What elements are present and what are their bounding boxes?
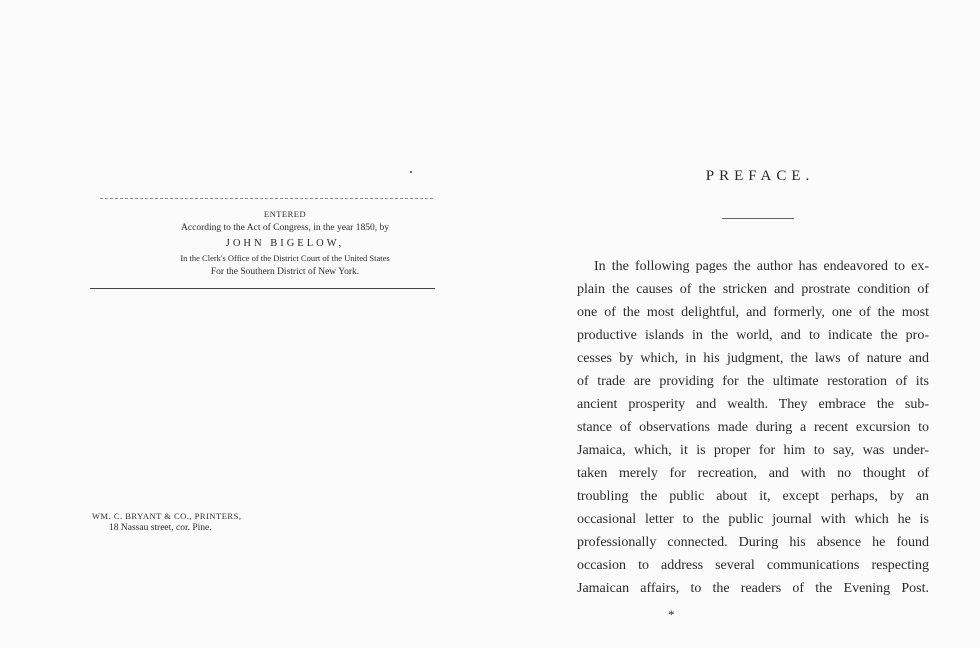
text-line: professionally connected. During his absence he found (577, 535, 929, 550)
text-line: ancient prosperity and wealth. They embrace the sub- (577, 397, 929, 412)
copyright-author: JOHN BIGELOW, (225, 238, 345, 249)
text-line: cesses by which, in his judgment, the laws of nature and (577, 351, 929, 366)
copyright-office-line: In the Clerk's Office of the District Court of the United States (180, 253, 390, 263)
copyright-act-line: According to the Act of Congress, in the year 1850, by (181, 223, 389, 233)
text-line: occasion to address several communications respecting (577, 558, 929, 573)
text-line: taken merely for recreation, and with no thought of (577, 466, 929, 481)
copyright-bottom-rule (90, 288, 435, 289)
text-line: stance of observations made during a recent excursion to (577, 420, 929, 435)
copyright-entered: ENTERED (263, 209, 307, 219)
text-line: Jamaican affairs, to the readers of the Evening Post. (577, 581, 929, 596)
preface-body (577, 255, 929, 600)
text-line: plain the causes of the stricken and prostrate condition of (577, 282, 929, 297)
text-line: In the following pages the author has endeavored to ex- (594, 259, 929, 274)
text-line: one of the most delightful, and formerly, one of the most (577, 305, 929, 320)
printer-firm: WM. C. BRYANT & CO., PRINTERS, (92, 511, 242, 521)
text-line: troubling the public about it, except perhaps, by an (577, 489, 929, 504)
page-title: PREFACE. (705, 168, 815, 184)
text-line: productive islands in the world, and to indicate the pro- (577, 328, 929, 343)
copyright-notice (100, 205, 470, 279)
title-divider (722, 218, 794, 219)
signature-mark: * (668, 607, 675, 622)
left-page (0, 0, 470, 648)
text-line: Jamaica, which, it is proper for him to say, was under- (577, 443, 929, 458)
copyright-top-rule (100, 198, 433, 199)
printer-address: 18 Nassau street, cor. Pine. (109, 523, 212, 533)
right-page (470, 0, 980, 648)
text-line: of trade are providing for the ultimate restoration of its (577, 374, 929, 389)
printer-imprint (92, 510, 241, 534)
ink-speck (410, 171, 412, 173)
copyright-district-line: For the Southern District of New York. (210, 267, 360, 277)
text-line: occasional letter to the public journal with which he is (577, 512, 929, 527)
